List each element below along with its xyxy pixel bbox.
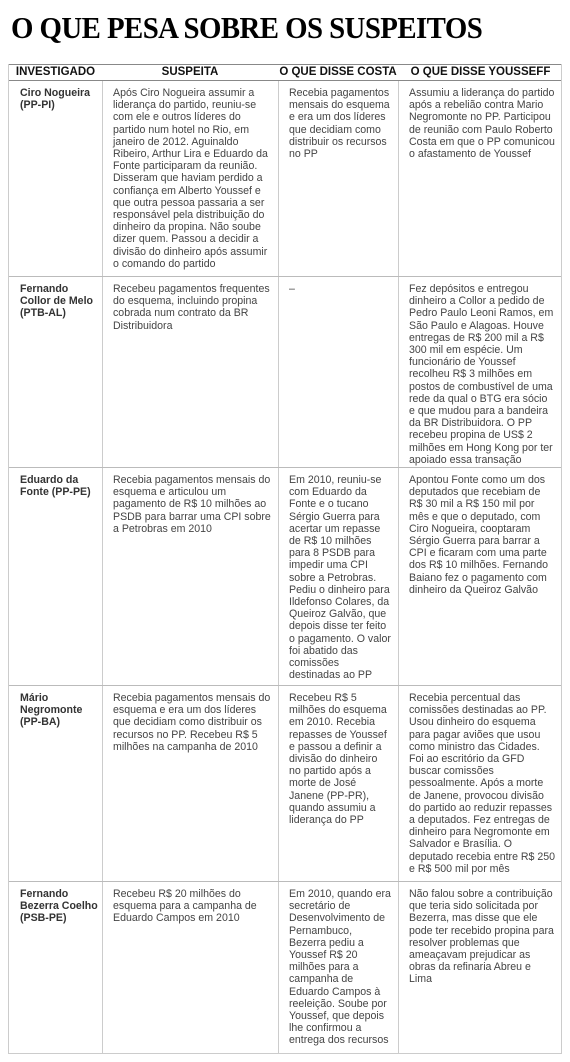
youssef-cell <box>398 277 563 467</box>
suspeita-text: Recebia pagamentos mensais do esquema e era um dos líderes que decidiam como distribuir os recursos no PP. Recebeu R$ 5 milhões na campanha de 2010 <box>113 692 271 753</box>
table-row <box>9 882 561 1054</box>
youssef-cell <box>398 882 563 1054</box>
costa-cell <box>278 277 398 467</box>
costa-text: – <box>289 283 295 295</box>
costa-cell <box>278 468 398 685</box>
costa-text: Recebeu R$ 5 milhões do esquema em 2010. Recebia repasses de Youssef e passou a definir a divisão do dinheiro no partido após a morte de José Janene (PP-PR), quando assumiu a liderança do PP <box>289 692 387 827</box>
suspeita-text: Recebia pagamentos mensais do esquema e articulou um pagamento de R$ 10 milhões ao PSDB para barrar uma CPI sobre a Petrobras em 2010 <box>113 474 271 535</box>
header-youssef: O QUE DISSE YOUSSEFF <box>410 66 551 78</box>
youssef-cell <box>398 81 563 276</box>
table-row <box>9 686 561 882</box>
page-title: O QUE PESA SOBRE OS SUSPEITOS <box>11 10 483 45</box>
suspeita-cell <box>102 468 278 685</box>
table-header <box>9 64 561 81</box>
costa-text: Recebia pagamentos mensais do esquema e era um dos líderes que decidiam como distribuir os recursos no PP <box>289 87 390 161</box>
suspects-table <box>8 64 562 1054</box>
youssef-text: Apontou Fonte como um dos deputados que recebiam de R$ 30 mil a R$ 150 mil por mês e que o deputado, com Ciro Nogueira, cooptaram Sérgio Guerra para barrar a CPI e ficaram com uma parte dos R$ 10 milhões. Fernando Baiano fez o pagamento com dinheiro da Queiroz Galvão <box>409 474 548 596</box>
investigado-name: Fernando Collor de Melo (PTB-AL) <box>20 283 93 320</box>
investigado-name: Eduardo da Fonte (PP-PE) <box>20 474 91 499</box>
youssef-text: Assumiu a liderança do partido após a rebelião contra Mario Negromonte no PP. Participou de reunião com Paulo Roberto Costa em que o PP comunicou o afastamento de Youssef <box>409 87 555 161</box>
youssef-text: Não falou sobre a contribuição que teria sido solicitada por Bezerra, mas disse que ele pode ter recebido propina para resolver problemas que ameaçavam prejudicar as obras da refinaria Abreu e Lima <box>409 888 554 986</box>
investigado-name: Fernando Bezerra Coelho (PSB-PE) <box>20 888 98 925</box>
youssef-text: Fez depósitos e entregou dinheiro a Collor a pedido de Pedro Paulo Leoni Ramos, em São Paulo e Alagoas. Houve entregas de R$ 200 mil a R$ 300 mil em espécie. Um funcionário de Youssef recolheu R$ 3 milhões em postos de combustível de uma rede da qual o BTG era sócio e que mudou para a bandeira da BR Distribuidora. O PP recebeu propina de US$ 2 milhões em Hong Kong por ter apoiado essa transação <box>409 283 554 466</box>
suspeita-text: Recebeu R$ 20 milhões do esquema para a campanha de Eduardo Campos em 2010 <box>113 888 257 925</box>
costa-text: Em 2010, reuniu-se com Eduardo da Fonte e o tucano Sérgio Guerra para acertar um repasse de R$ 10 milhões para 8 PSDB para impedir uma CPI sobre a Petrobras. Pediu o dinheiro para Ildefonso Colares, da Queiroz Galvão, que depois disse ter feito o pagamento. O valor foi abatido das comissões destinadas ao PP <box>289 474 391 682</box>
youssef-text: Recebia percentual das comissões destinadas ao PP. Usou dinheiro do esquema para pagar aviões que usou como ministro das Cidades. Foi ao escritório da GFD buscar comissões pessoalmente. Após a morte de Janene, provocou divisão do partido ao reduzir repasses a deputados. Fez entregas de dinheiro para Negromonte em Salvador e Brasília. O deputado recebia entre R$ 250 e R$ 500 mil por mês <box>409 692 556 875</box>
investigado-name: Mário Negromonte (PP-BA) <box>20 692 83 729</box>
costa-text: Em 2010, quando era secretário de Desenvolvimento de Pernambuco, Bezerra pediu a Youssef R$ 20 milhões para a campanha de Eduardo Campos à reeleição. Soube por Youssef, que depois lhe confirmou a entrega dos recursos <box>289 888 391 1047</box>
suspeita-cell <box>102 277 278 467</box>
costa-cell <box>278 882 398 1054</box>
header-suspeita: SUSPEITA <box>161 66 219 78</box>
header-investigado: INVESTIGADO <box>15 66 96 78</box>
suspeita-text: Após Ciro Nogueira assumir a liderança do partido, reuniu-se com ele e outros líderes do partido num hotel no Rio, em janeiro de 2012. Aguinaldo Ribeiro, Arthur Lira e Eduardo da Fonte participaram da reunião. Disseram que haviam perdido a confiança em Alberto Youssef e que outra pessoa passaria a ser responsável pela distribuição do dinheiro da propina. Não soube dizer quem. Passou a decidir a divisão do dinheiro após assumir o comando do partido <box>113 87 268 270</box>
suspeita-cell <box>102 81 278 276</box>
table-row <box>9 81 561 277</box>
table-row <box>9 468 561 686</box>
investigado-name: Ciro Nogueira (PP-PI) <box>20 87 91 112</box>
suspeita-text: Recebeu pagamentos frequentes do esquema, incluindo propina cobrada num contrato da BR Distribuidora <box>113 283 270 332</box>
suspeita-cell <box>102 882 278 1054</box>
suspeita-cell <box>102 686 278 881</box>
youssef-cell <box>398 686 563 881</box>
youssef-cell <box>398 468 563 685</box>
costa-cell <box>278 81 398 276</box>
table-row <box>9 277 561 468</box>
costa-cell <box>278 686 398 881</box>
header-costa: O QUE DISSE COSTA <box>279 66 397 78</box>
